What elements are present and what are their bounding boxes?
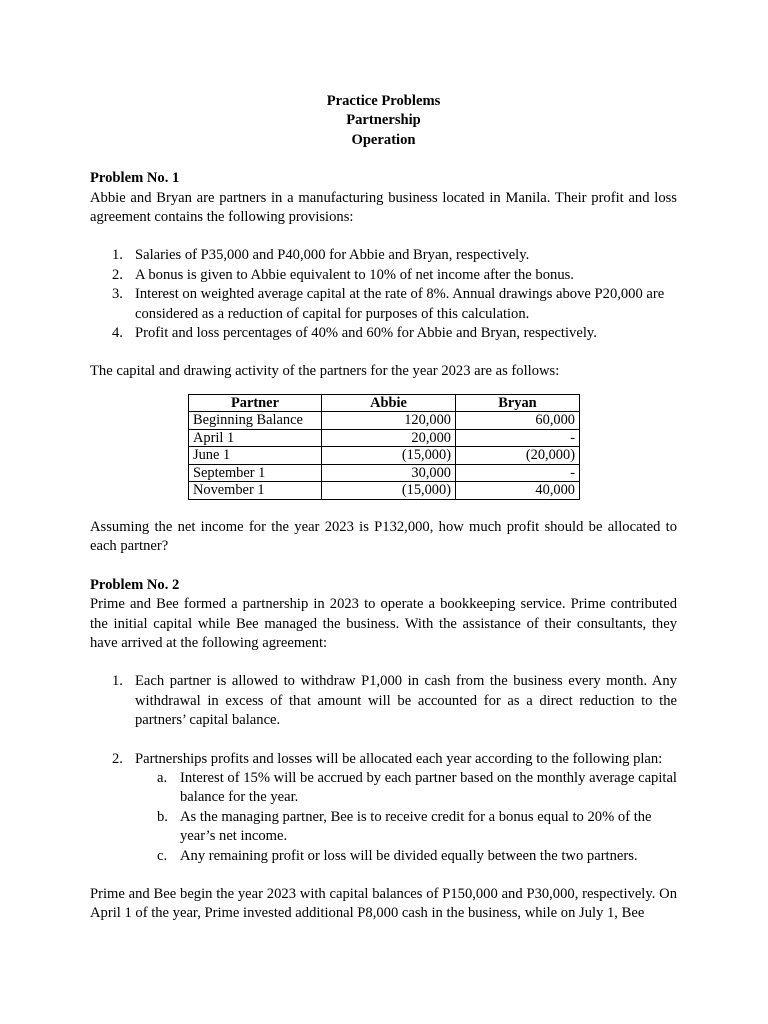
- list-item: 2. Partnerships profits and losses will be allocated each year according to the following plan:: [112, 750, 663, 767]
- table-row: [189, 482, 580, 500]
- list-item: 1. Each partner is allowed to withdraw P1,000 in cash from the business every month. Any withdrawal in excess of that amount will be accounted for as a direct reduction to the partners’ capital balance.: [112, 673, 677, 729]
- problem-1-heading: Problem No. 1: [90, 170, 180, 187]
- table-header-row: [189, 394, 580, 412]
- problem-2-agreement-plan: [90, 750, 677, 769]
- table-cell: April 1: [189, 429, 322, 447]
- table-cell: June 1: [189, 447, 322, 465]
- table-row: [189, 447, 580, 465]
- table-row: [189, 429, 580, 447]
- table-cell: (15,000): [322, 447, 456, 465]
- problem-2-plan-subitems: [135, 769, 677, 866]
- table-cell: -: [456, 464, 580, 482]
- list-item: 4. Profit and loss percentages of 40% and 60% for Abbie and Bryan, respectively.: [112, 325, 597, 342]
- table-cell: November 1: [189, 482, 322, 500]
- column-header: Bryan: [456, 394, 580, 412]
- problem-1-provisions: [90, 246, 677, 343]
- table-cell: Beginning Balance: [189, 412, 322, 430]
- list-item: a. Interest of 15% will be accrued by each partner based on the monthly average capital balance for the year.: [157, 769, 677, 806]
- table-cell: -: [456, 429, 580, 447]
- table-cell: (20,000): [456, 447, 580, 465]
- document-page: [90, 92, 677, 924]
- problem-2-agreement: [90, 672, 677, 730]
- list-item: 2. A bonus is given to Abbie equivalent to 10% of net income after the bonus.: [112, 266, 574, 283]
- column-header: Partner: [189, 394, 322, 412]
- table-cell: 60,000: [456, 412, 580, 430]
- list-item: 1. Salaries of P35,000 and P40,000 for Abbie and Bryan, respectively.: [112, 247, 530, 264]
- title-line-2: Partnership: [346, 112, 421, 129]
- table-row: [189, 412, 580, 430]
- title-line-1: Practice Problems: [326, 93, 441, 109]
- table-cell: 40,000: [456, 482, 580, 500]
- capital-activity-table: [188, 394, 580, 500]
- problem-2-intro: Prime and Bee formed a partnership in 2023 to operate a bookkeeping service. Prime contributed the initial capital while Bee managed the business. With the assistance of their consultants, they have arrived at the following agreement:: [90, 596, 677, 651]
- problem-1-intro: Abbie and Bryan are partners in a manufacturing business located in Manila. Their profit and loss agreement contains the following provisions:: [90, 189, 677, 226]
- table-cell: September 1: [189, 464, 322, 482]
- list-item: c. Any remaining profit or loss will be divided equally between the two partners.: [157, 847, 638, 864]
- list-item: 3. Interest on weighted average capital at the rate of 8%. Annual drawings above P20,000 are considered as a reduction of capital for purposes of this calculation.: [112, 286, 665, 322]
- table-cell: 20,000: [322, 429, 456, 447]
- problem-2-heading: Problem No. 2: [90, 576, 180, 593]
- problem-2-closing: Prime and Bee begin the year 2023 with capital balances of P150,000 and P30,000, respectively. On April 1 of the year, Prime invested additional P8,000 cash in the business, while on July 1, Bee: [90, 885, 677, 922]
- problem-1-question: Assuming the net income for the year 2023 is P132,000, how much profit should be allocated to each partner?: [90, 518, 677, 555]
- list-item: b. As the managing partner, Bee is to receive credit for a bonus equal to 20% of the year’s net income.: [157, 808, 652, 845]
- table-cell: (15,000): [322, 482, 456, 500]
- column-header: Abbie: [322, 394, 456, 412]
- table-cell: 30,000: [322, 464, 456, 482]
- table-cell: 120,000: [322, 412, 456, 430]
- title-line-3: Operation: [351, 131, 416, 148]
- table-row: [189, 464, 580, 482]
- table-intro: The capital and drawing activity of the partners for the year 2023 are as follows:: [90, 363, 560, 380]
